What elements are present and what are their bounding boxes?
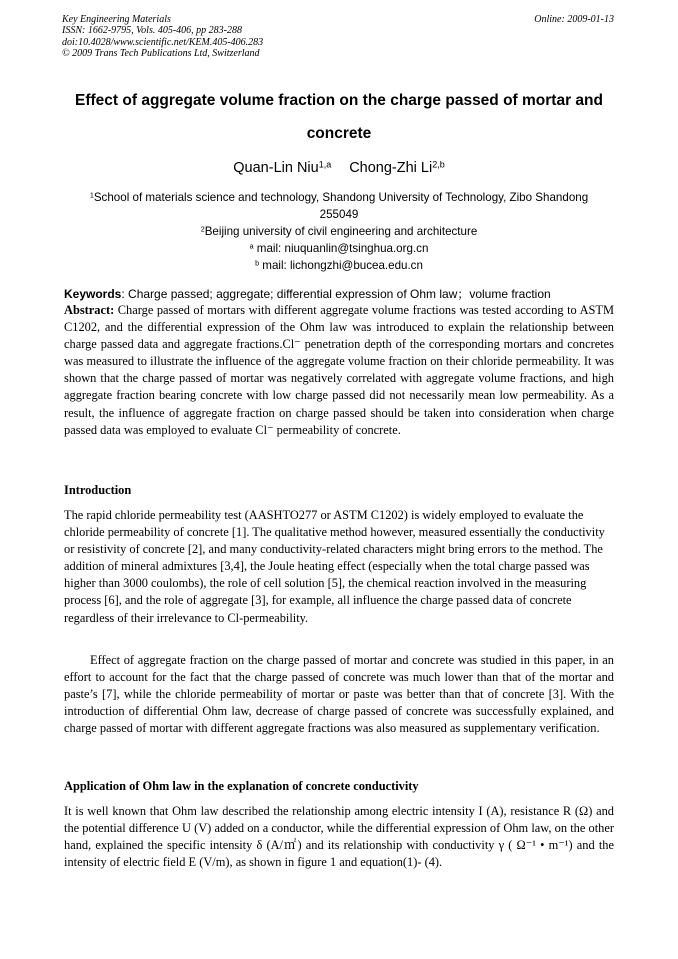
section-2-paragraph: It is well known that Ohm law described the relationship among electric intensity I (A), resistance R (Ω) and the potential difference U (V) added on a conductor, while the differential expression of Ohm law, on the other hand, explained the specific intensity δ (A/㎡) and its relationship with conductivity γ ( Ω⁻¹ • m⁻¹) and the intensity of electric field E (V/m), as shown in figure 1 and equation(1)- (4). xyxy=(64,804,614,870)
keywords-text: : Charge passed; aggregate; differential expression of Ohm law；volume fraction xyxy=(121,287,551,301)
affiliation-2: $^2$Beijing university of civil engineering and architecture xyxy=(200,224,478,238)
copyright-line: © 2009 Trans Tech Publications Ltd, Switzerland xyxy=(62,47,260,59)
abstract-label: Abstract: xyxy=(64,303,115,317)
introduction-paragraph-1: The rapid chloride permeability test (AASHTO277 or ASTM C1202) is widely employed to evaluate the chloride permeability of concrete [1]. The qualitative method however, measured essentially the conductivity or resistivity of concrete [2], and many conductivity-related characters might bring errors to the method. The addition of mineral admixtures [3,4], the Joule heating effect (especially when the total charge passed was higher than 3000 coulombs), the role of cell solution [5], the chemical reaction involved in the measuring process [6], and the role of aggregate [3], for example, all influence the charge passed data of concrete regardless of their irrelevance to Cl-permeability. xyxy=(64,508,605,625)
authors xyxy=(0,160,678,176)
paper-title-line-2: concrete xyxy=(306,125,372,142)
keywords xyxy=(64,285,551,302)
online-date: Online: 2009-01-13 xyxy=(534,14,614,25)
paper-title-line-1: Effect of aggregate volume fraction on the charge passed of mortar and xyxy=(75,92,603,109)
introduction-paragraph-2: Effect of aggregate fraction on the charge passed of mortar and concrete was studied in this paper, in an effort to account for the fact that the charge passed of concrete was much lower than that of the mortar and paste’s [7], while the chloride permeability of mortar or paste was better than that of concrete [3]. With the introduction of differential Ohm law, decrease of charge passed of concrete was successfully explained, and charge passed of mortar with different aggregate fractions was also measured as supplementary verification. xyxy=(64,653,614,736)
email-a: $^a$ mail: niuquanlin@tsinghua.org.cn xyxy=(249,241,429,255)
author-1-name: Quan-Lin Niu xyxy=(233,160,319,176)
issn-line: ISSN: 1662-9795, Vols. 405-406, pp 283-288 xyxy=(62,25,242,37)
email-b: $^b$ mail: lichongzhi@bucea.edu.cn xyxy=(255,258,423,272)
abstract-text: Charge passed of mortars with different aggregate volume fractions was tested according to ASTM C1202, and the differential expression of the Ohm law was introduced to explain the relationship between charge passed data and aggregate fractions.Cl⁻ penetration depth of the corresponding mortars and concretes was measured to illustrate the influence of the aggregate volume fraction on their chloride permeability. It was shown that the charge passed of mortar was negatively correlated with aggregate volume fractions, and high aggregate fraction bearing concrete with low charge passed did not necessarily mean low permeability. As a result, the influence of aggregate fraction on charge passed should be taken into consideration when charge passed data was employed to evaluate Cl⁻ permeability of concrete. xyxy=(64,303,614,437)
aff2-sup: 2 xyxy=(200,224,205,234)
mail-b-sup: b xyxy=(255,258,260,268)
affiliation-1-line-2: 255049 xyxy=(319,208,359,221)
introduction-heading: Introduction xyxy=(64,483,132,497)
keywords-label: Keywords xyxy=(64,287,122,301)
doi-line: doi:10.4028/www.scientific.net/KEM.405-406.283 xyxy=(62,36,264,48)
author-1-sup: 1,a xyxy=(318,159,332,170)
journal-name: Key Engineering Materials xyxy=(62,14,171,25)
journal-header xyxy=(62,14,263,59)
section-2-heading: Application of Ohm law in the explanation of concrete conductivity xyxy=(64,779,419,793)
mail-a-sup: a xyxy=(249,241,254,251)
author-2-sup: 2,b xyxy=(432,159,445,170)
aff1-sup: 1 xyxy=(89,190,94,200)
abstract xyxy=(64,302,614,439)
affiliation-1-line-1: $^1$School of materials science and technology, Shandong University of Technology, Zibo Shandong xyxy=(89,190,589,204)
author-2-name: Chong-Zhi Li xyxy=(349,160,433,176)
